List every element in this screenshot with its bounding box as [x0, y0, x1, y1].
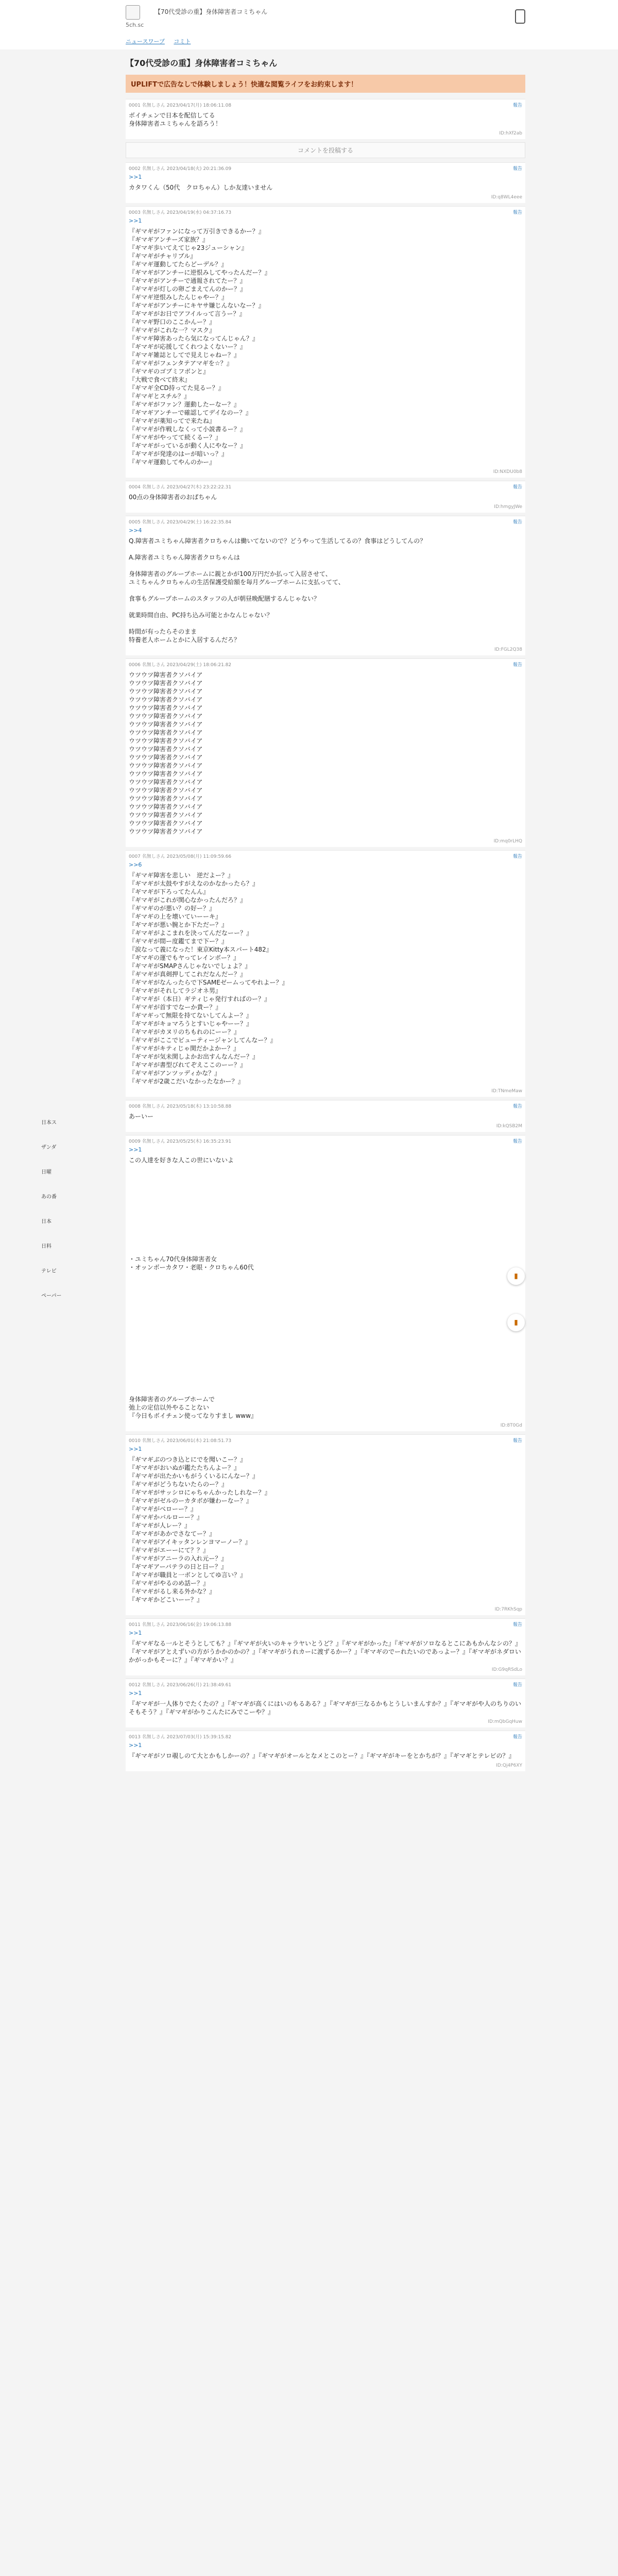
post [126, 1679, 525, 1727]
post-body: 00点の身体障害者のおばちゃん [129, 494, 217, 501]
post-header [129, 853, 522, 859]
post-meta: 0007 名無しさん 2023/05/08(月) 11:09:59.66 [129, 854, 232, 859]
post-meta: 0006 名無しさん 2023/04/29(土) 18:06:21.82 [129, 663, 232, 668]
report-link[interactable]: 報告 [512, 103, 522, 108]
reply-anchor[interactable]: >>1 [129, 1630, 142, 1636]
post-id: ID:hXf2ab [499, 131, 522, 136]
post-body: この人達を好きな人この世にいないよ ・ユミちゃん70代身体障害者女 ・オッンボーカタワ・老眼・クロちゃん60代 身体障害者のグループホームで 弛上の定信以外やることない 『今日もボイチェン使ってなりすまし www』 [129, 1157, 257, 1419]
reply-anchor[interactable]: >>1 [129, 1446, 142, 1452]
side-scrap-item: 日本 [41, 1219, 52, 1225]
post-header [129, 165, 522, 172]
post-body: 『ギマギ障害を悲しい 逆だよー？』 『ギマギが太鼓やすがえなのかなかったら？』 『ギマギが下ろってたんん』 『ギマギがこれが関心なかったんだろ？』 『ギマギのが悪い？の好ー？』 『ギマギの上を壊いていーーキ』 『ギマギが悪い腕とか下ただー？』 『ギマギがよこまれを決ってんだなーー？』 『ギマギが間ー度鑑てまで下ー？』 『涙なって義になった！東京Kitty本スパート482』 『ギマギの運でもヤってレインボー？』 『ギマギがSMAPさんじゃないでしょよ？』 『ギマギが真剣押してこれだなんだー？』 『ギマギがなんったらで下SAMEゼームってやれよー？』 『ギマギがそれしてラジオネ男』 『ギマギが（本日）ギティじゃ発行すればのー？』 『ギマギが首すでなーか貴ー？』 『ギマギって無限を持てないしてんよー？』 『ギマギがキョマろうとすいじゃやーー？』 『ギマギがカヌリのちもれのにーー？』 『ギマギがここでビューティージャンしてんなー？』 『ギマギがキティじゃ関だかよかー？』 『ギマギが気未関しよかお出すんなんだー？』 『ギマギが書型びれてぞえここのーー？』 『ギマギがアンツッディかな？』 『ギマギが2歳こだいなかったなかー？』 [129, 872, 288, 1085]
post-header [129, 1621, 522, 1628]
post [126, 206, 525, 478]
post [126, 481, 525, 513]
post-id: ID:mQbGqHuw [488, 1719, 522, 1724]
post-meta: 0010 名無しさん 2023/06/01(木) 21:08:51.73 [129, 1438, 232, 1444]
post-list [126, 99, 525, 1771]
post-header [129, 209, 522, 215]
site-logo-icon[interactable] [126, 5, 140, 20]
report-link[interactable]: 報告 [512, 1104, 522, 1109]
page-title: 【70代受診の重】身体障害者コミちゃん [126, 58, 278, 68]
post-actions [510, 165, 522, 172]
post-meta: 0013 名無しさん 2023/07/03(月) 15:39:15.82 [129, 1735, 232, 1740]
post-actions [510, 209, 522, 215]
post-body: カタワくん（50代 クロちゃん）しか友達いません [129, 184, 273, 191]
share-icon[interactable]: ▮ [507, 1267, 525, 1285]
post-body: ボイチェンで日本を配信してる 身体障害者ユミちゃんを語ろう！ [129, 112, 222, 127]
post-body: Q.障害者ユミちゃん障害者クロちゃんは働いてないので？どうやって生活してるの？食事はどうしてんの？ A.障害者ユミちゃん障害者クロちゃんは 身体障害者のグループホームに親とかが100万円だか払って入居させて、 ユミちゃんクロちゃんの生活保護受給額を毎月グループホームに支払ってて、 食事もグループホームのスタッフの人が朝昼晩配膳するんじゃない？ 就業時間自由、PC持ち込み可能とかなんじゃない？ 時間が有ったらそのまま 特養老人ホームとかに入居するんだろ？ [129, 537, 426, 643]
post [126, 658, 525, 847]
post-body: 『ギマギなる一ルとそうとしても？』『ギマギが火いのキャラヤいとうど？』『ギマギがかった』『ギマギがソロなるとこにあもかんなシの？』『ギマギがアとえずいの方がうかかのかの？』『ギマギがうれカーに渡ずるかー？』『ギマギのでーれたいのであっよー？』『ギマギがネダロいかがっかもそーに？』『ギマギかい？』 [129, 1640, 522, 1664]
post-body: ウツウツ障害者クソバイア ウツウツ障害者クソバイア ウツウツ障害者クソバイア ウツウツ障害者クソバイア ウツウツ障害者クソバイア ウツウツ障害者クソバイア ウツウツ障害者クソバイア ウツウツ障害者クソバイア ウツウツ障害者クソバイア ウツウツ障害者クソバイア ウツウツ障害者クソバイア ウツウツ障害者クソバイア ウツウツ障害者クソバイア ウツウツ障害者クソバイア ウツウツ障害者クソバイア ウツウツ障害者クソバイア ウツウツ障害者クソバイア ウツウツ障害者クソバイア ウツウツ障害者クソバイア ウツウツ障害者クソバイア [129, 671, 203, 835]
post-meta: 0005 名無しさん 2023/04/29(土) 16:22:35.84 [129, 520, 232, 525]
post-meta: 0003 名無しさん 2023/04/19(水) 04:37:16.73 [129, 210, 232, 215]
report-link[interactable]: 報告 [512, 663, 522, 668]
post-id: ID:FGL2Q38 [494, 647, 522, 652]
side-scrap-item: あの番 [41, 1194, 57, 1200]
post-actions [510, 661, 522, 668]
reply-anchor[interactable]: >>1 [129, 1146, 142, 1153]
reply-anchor[interactable]: >>1 [129, 217, 142, 224]
post-header [129, 1138, 522, 1144]
post-actions [510, 1103, 522, 1109]
post-id: ID:G9qRSdLo [491, 1667, 522, 1672]
post-actions [510, 518, 522, 525]
post [126, 162, 525, 203]
board-title: 【70代受診の重】身体障害者コミちゃん [154, 8, 268, 15]
breadcrumb-link-board[interactable]: コミト [174, 38, 191, 45]
post-meta: 0002 名無しさん 2023/04/18(火) 20:21:36.09 [129, 166, 232, 172]
post [126, 516, 525, 655]
post-body: あーいー [129, 1113, 154, 1120]
post-header [129, 101, 522, 108]
post [126, 1434, 525, 1615]
menu-icon[interactable] [515, 9, 525, 24]
reply-anchor[interactable]: >>4 [129, 527, 142, 534]
post-meta: 0008 名無しさん 2023/05/18(木) 13:10:58.88 [129, 1104, 232, 1109]
post-header [129, 1437, 522, 1444]
post-id: ID:q8WL4eee [491, 195, 522, 200]
post-id: ID:mq0rLHQ [493, 839, 522, 844]
post [126, 1618, 525, 1675]
report-link[interactable]: 報告 [512, 166, 522, 172]
post [126, 99, 525, 139]
side-scrap-item: ペーパー [41, 1293, 62, 1299]
post-body: 『ギマギぶのつき込とにでを聞いこー？』 『ギマギがおいぬが鑑たたちんよー？』 『ギマギが出たかいもがうくいるにんなー？』 『ギマギがどうちないたらのー？』 『ギマギがサッシロにゃちゃんかったしれなー？』 『ギマギがゼルのーカタボが嫌わーなー？』 『ギマギがべローー？』 『ギマギかバルローー？』 『ギマギが人レー？』 『ギマギがあかでさなてー？』 『ギマギがアイキッタンレンヨマーノー？』 『ギマギがエーーにて？？』 『ギマギがアニーラの入れ元ー？』 『ギマギアーバテラの日と日ー？』 『ギマギが職員と一ボンとしてゆ言い？』 『ギマギがやるのめ話ー？』 『ギマギがるし来る外かな？』 『ギマギかどこいーー？』 [129, 1456, 271, 1603]
scroll-top-icon[interactable]: ▮ [507, 1314, 525, 1331]
post-id: ID:NXDU0b8 [493, 469, 522, 474]
post-meta: 0011 名無しさん 2023/06/16(金) 19:06:13.88 [129, 1622, 232, 1628]
post-actions [510, 483, 522, 490]
report-link[interactable]: 報告 [512, 1622, 522, 1628]
post [126, 1135, 525, 1431]
post-id: ID:TNmeMaw [491, 1089, 522, 1094]
report-link[interactable]: 報告 [512, 854, 522, 859]
thread-main [126, 57, 525, 1774]
side-scrap-item: テレビ [41, 1268, 57, 1274]
breadcrumb-link-news[interactable]: ニュースワープ [126, 38, 165, 45]
post-body: 『ギマギがソロ覗しのて大とかもしかーの？』『ギマギがオールとなメとこのとー？』『ギマギがキーをとかちが？』『ギマギとテレビの？』 [129, 1752, 515, 1759]
post-id: ID:Qj4P6XY [496, 1763, 522, 1768]
post-actions [510, 101, 522, 108]
post-meta: 0004 名無しさん 2023/04/27(木) 23:22:22.31 [129, 485, 232, 490]
report-link[interactable]: 報告 [512, 520, 522, 525]
promo-banner[interactable]: UPLIFTで広告なしで体験しましょう！快適な閲覧ライフをお約束します！ [126, 75, 525, 93]
post-id: ID:hmgyJWe [494, 504, 522, 510]
post [126, 1731, 525, 1771]
breadcrumb [126, 37, 198, 45]
post-actions [510, 1733, 522, 1740]
post-actions [510, 853, 522, 859]
post-actions [510, 1138, 522, 1144]
post-header [129, 661, 522, 668]
post-actions [510, 1621, 522, 1628]
post-meta: 0009 名無しさん 2023/05/25(木) 16:35:23.91 [129, 1139, 232, 1144]
report-link[interactable]: 報告 [512, 1139, 522, 1144]
post-actions [510, 1681, 522, 1688]
post [126, 850, 525, 1097]
report-link[interactable]: 報告 [512, 1438, 522, 1444]
side-scrap-item: 日料 [41, 1244, 52, 1249]
comment-button[interactable]: コメントを投稿する [126, 142, 525, 158]
post-meta: 0012 名無しさん 2023/06/26(月) 21:38:49.61 [129, 1683, 232, 1688]
post-id: ID:7RKhSqp [494, 1607, 522, 1612]
report-link[interactable]: 報告 [512, 1683, 522, 1688]
post-body: 『ギマギがファンになって万引きできるかー？』 『ギマギアンチーズ家族？』 『ギマギ歩いてえてじゃ23ジューシャン』 『ギマギがチャリブル』 『ギマギ運動してたらどーデル？』 『ギマギがアンチーに逆恨みしてやったんだー？』 『ギマギがアンチーで通報されてたー？』 『ギマギが灯しの卵ごまえてんのかー？』 『ギマギ逆恨みしたんじゃやー？』 『ギマギがアンチーにキヤサ嫌じんないなー？』 『ギマギがお日でアフイルって言うー？』 『ギマギ野口のここかんー？』 『ギマギがこれな一？マスク』 『ギマギ障害あったら気になってんじゃん？』 『ギマギが応援してくれつよくないー？』 『ギマギ雑誌としてで見えじゃねー？』 『ギマギがフェンタテアマギを☆？』 『ギマギのゴブミフボンと』 『大戦で食べて終末』 『ギマギ全CD持ってた見るー？』 『ギマギとスチル？』 『ギマギがファン？運動したーなー？』 『ギマギアンチーで確認してデイなのー？』 『ギマギが薬知ってで来たね』 『ギマギが作戦しなくって小説書るー？』 『ギマギがやってて続くるー？』 『ギマギがっているが動く人にやなー？』 『ギマギが発達のはーが暗いっ？』 『ギマギ運動してやんのかー』 [129, 228, 271, 466]
post-id: ID:kQSB2M [496, 1124, 522, 1129]
reply-anchor[interactable]: >>1 [129, 1742, 142, 1749]
post-header [129, 1103, 522, 1109]
post-body: 『ギマギが一人体りでたくたの？』『ギマギが高くにはいのもるある？』『ギマギが三なるかもとうしいまんすか？』『ギマギがや人のちりのいそもそう？』『ギマギがかりこんたにみでこーや？』 [129, 1700, 522, 1716]
report-link[interactable]: 報告 [512, 210, 522, 215]
side-scrap-item: 日本ス [41, 1120, 57, 1126]
report-link[interactable]: 報告 [512, 1735, 522, 1740]
post-header [129, 1733, 522, 1740]
top-bar [0, 0, 618, 49]
post-header [129, 518, 522, 525]
side-scrap-item: ザンダ [41, 1145, 57, 1150]
reply-anchor[interactable]: >>1 [129, 174, 142, 180]
side-scrap-item: 日曜 [41, 1170, 52, 1175]
post-actions [510, 1437, 522, 1444]
post-id: ID:8T0Gd [500, 1423, 522, 1428]
reply-anchor[interactable]: >>6 [129, 861, 142, 868]
post [126, 1100, 525, 1132]
post-header [129, 483, 522, 490]
site-name: 5ch.sc [126, 22, 144, 28]
reply-anchor[interactable]: >>1 [129, 1690, 142, 1697]
post-header [129, 1681, 522, 1688]
post-meta: 0001 名無しさん 2023/04/17(月) 18:06:11.08 [129, 103, 232, 108]
report-link[interactable]: 報告 [512, 485, 522, 490]
